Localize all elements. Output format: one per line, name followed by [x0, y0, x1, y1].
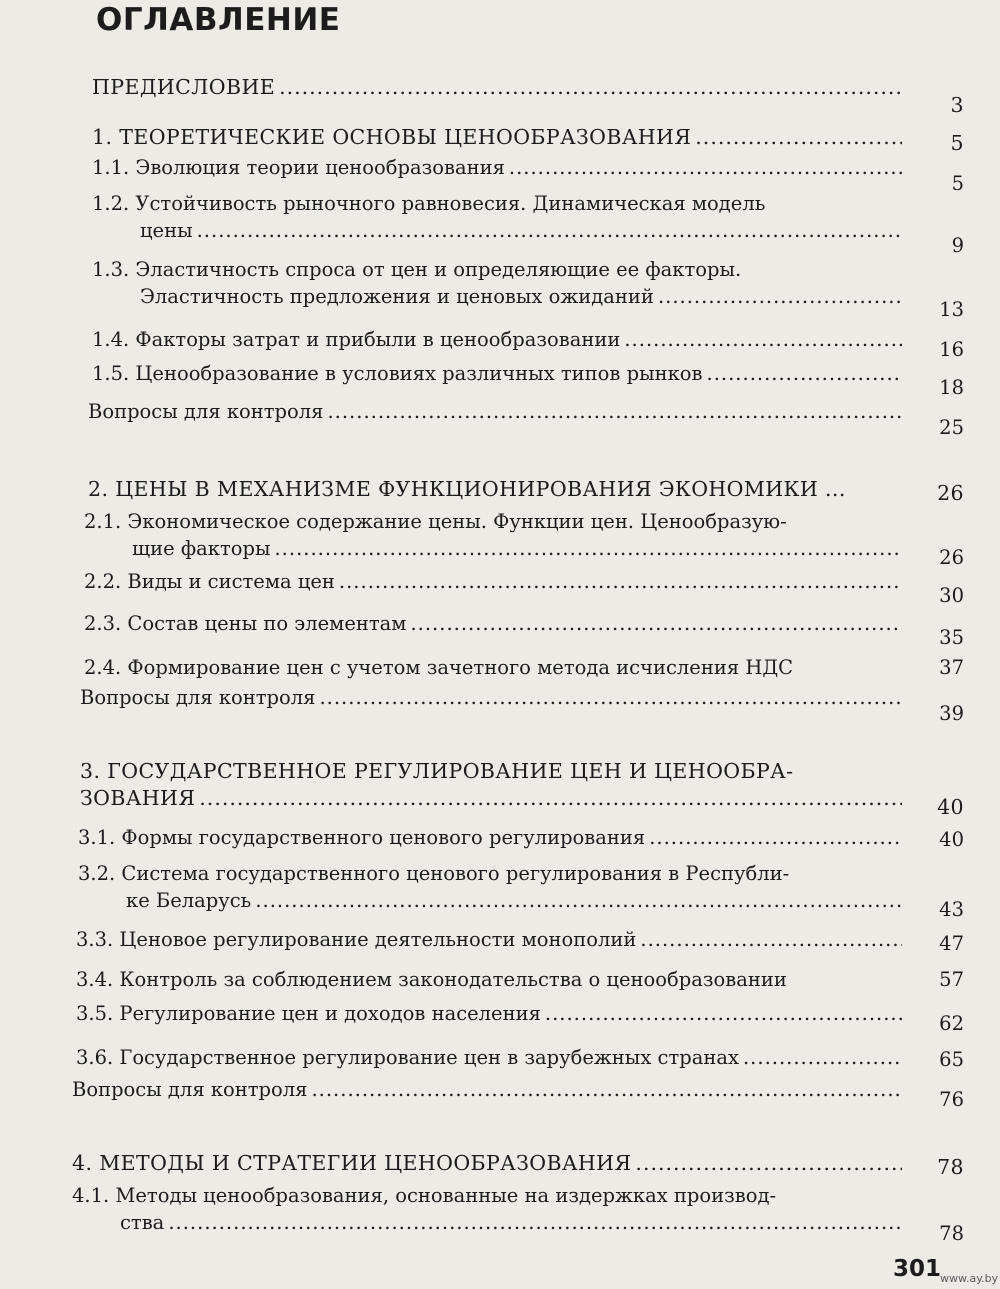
- entry-title: 3.2. Система государственного ценового регулирования в Республи-: [78, 862, 790, 885]
- entry-title: 1. ТЕОРЕТИЧЕСКИЕ ОСНОВЫ ЦЕНООБРАЗОВАНИЯ: [92, 125, 692, 149]
- entry-page: 18: [939, 376, 964, 399]
- entry-page: 47: [939, 932, 964, 955]
- entry-page: 43: [939, 898, 964, 921]
- toc-entry: [84, 568, 964, 607]
- leader-dots: [649, 824, 902, 851]
- page-number: 301: [893, 1256, 942, 1282]
- leader-dots: [199, 785, 902, 812]
- leader-dots: [319, 684, 902, 711]
- entry-page: 9: [951, 234, 964, 257]
- entry-page: 78: [937, 1155, 964, 1179]
- entry-page: 26: [937, 481, 964, 505]
- entry-title: 1.1. Эволюция теории ценообразования: [92, 156, 505, 179]
- entry-title: Вопросы для контроля: [80, 686, 316, 709]
- leader-dots: [509, 154, 902, 181]
- entry-title: 3.3. Ценовое регулирование деятельности монополий: [76, 928, 637, 951]
- entry-title: 1.3. Эластичность спроса от цен и определяющие ее факторы.: [92, 258, 742, 281]
- entry-page: 40: [937, 795, 964, 819]
- leader-dots: [707, 360, 903, 387]
- toc-entry: [92, 154, 964, 195]
- leader-dots: [635, 1150, 902, 1177]
- entry-title-cont: Эластичность предложения и ценовых ожиданий: [140, 285, 654, 308]
- toc-entry: [72, 1150, 964, 1177]
- entry-title: 2.3. Состав цены по элементам: [84, 612, 407, 635]
- toc-entry: [76, 966, 964, 993]
- leader-dots: [695, 124, 902, 151]
- leader-dots: [255, 887, 902, 914]
- entry-title: 1.5. Ценообразование в условиях различных типов рынков: [92, 362, 703, 385]
- entry-page: 40: [939, 828, 964, 851]
- toc-entry: [84, 610, 964, 649]
- entry-title: 2.2. Виды и система цен: [84, 570, 335, 593]
- toc-entry: [78, 860, 964, 921]
- entry-page: 62: [939, 1012, 964, 1035]
- leader-dots: [339, 568, 902, 595]
- toc-entry: [76, 1044, 964, 1071]
- entry-page: 30: [939, 584, 964, 607]
- toc-entry: [76, 926, 964, 953]
- toc-entry: [84, 508, 964, 569]
- entry-title: 2.1. Экономическое содержание цены. Функции цен. Ценообразую-: [84, 510, 787, 533]
- toc-entry: [88, 398, 964, 439]
- entry-title: 1.2. Устойчивость рыночного равновесия. Динамическая модель: [92, 192, 766, 215]
- toc-entry: [84, 654, 964, 681]
- leader-dots: [311, 1076, 902, 1103]
- leader-dots: [658, 283, 902, 310]
- entry-title: 3.1. Формы государственного ценового регулирования: [78, 826, 646, 849]
- leader-dots: [279, 74, 902, 101]
- leader-dots: [197, 217, 902, 244]
- entry-title: 2. ЦЕНЫ В МЕХАНИЗМЕ ФУНКЦИОНИРОВАНИЯ ЭКОНОМИКИ ...: [88, 477, 846, 501]
- entry-page: 25: [939, 416, 964, 439]
- toc-entry: [92, 326, 964, 361]
- entry-page: 26: [939, 546, 964, 569]
- entry-title-cont: ке Беларусь: [126, 889, 252, 912]
- toc-entry: [72, 1076, 964, 1111]
- toc-entry: [92, 74, 964, 117]
- entry-title: Вопросы для контроля: [72, 1078, 308, 1101]
- entry-page: 13: [939, 298, 964, 321]
- entry-title-cont: щие факторы: [132, 537, 271, 560]
- entry-title-cont: ЗОВАНИЯ: [80, 786, 196, 810]
- toc-entry: [80, 758, 964, 819]
- toc-entry: [80, 684, 964, 725]
- toc-entry: [78, 824, 964, 851]
- toc-entry: [92, 256, 964, 321]
- entry-title: 4. МЕТОДЫ И СТРАТЕГИИ ЦЕНООБРАЗОВАНИЯ: [72, 1151, 632, 1175]
- entry-title: 1.4. Факторы затрат и прибыли в ценообразовании: [92, 328, 621, 351]
- entry-page: 57: [939, 968, 964, 991]
- entry-title: 3. ГОСУДАРСТВЕННОЕ РЕГУЛИРОВАНИЕ ЦЕН И ЦЕНООБРА-: [80, 759, 794, 783]
- leader-dots: [168, 1209, 902, 1236]
- leader-dots: [743, 1044, 902, 1071]
- entry-title: 3.6. Государственное регулирование цен в зарубежных странах: [76, 1046, 739, 1069]
- toc-entry: [72, 1182, 964, 1245]
- leader-dots: [545, 1000, 902, 1027]
- entry-page: 78: [939, 1222, 964, 1245]
- toc-entry: [92, 360, 964, 399]
- entry-title: 3.5. Регулирование цен и доходов населения: [76, 1002, 541, 1025]
- leader-dots: [410, 610, 902, 637]
- leader-dots: [624, 326, 902, 353]
- entry-page: 39: [939, 702, 964, 725]
- entry-title-cont: ства: [120, 1211, 165, 1234]
- entry-page: 37: [939, 656, 964, 679]
- entry-page: 35: [939, 626, 964, 649]
- entry-title: Вопросы для контроля: [88, 400, 324, 423]
- entry-page: 16: [939, 338, 964, 361]
- entry-page: 3: [950, 93, 964, 117]
- leader-dots: [274, 535, 902, 562]
- entry-page: 76: [939, 1088, 964, 1111]
- toc-entry: [76, 1000, 964, 1035]
- entry-title: 4.1. Методы ценообразования, основанные на издержках производ-: [72, 1184, 777, 1207]
- entry-page: 5: [951, 172, 964, 195]
- page-title: ОГЛАВЛЕНИЕ: [96, 2, 341, 38]
- entry-page: 65: [939, 1048, 964, 1071]
- leader-dots: [640, 926, 902, 953]
- watermark: www.ay.by: [940, 1272, 999, 1285]
- entry-page: 5: [950, 131, 964, 155]
- entry-title: ПРЕДИСЛОВИЕ: [92, 75, 276, 99]
- toc-entry: [92, 190, 964, 257]
- leader-dots: [327, 398, 902, 425]
- entry-title-cont: цены: [140, 219, 193, 242]
- toc-entry: [88, 476, 964, 503]
- toc-entry: [92, 124, 964, 155]
- entry-title: 2.4. Формирование цен с учетом зачетного метода исчисления НДС: [84, 656, 794, 679]
- entry-title: 3.4. Контроль за соблюдением законодательства о ценообразовании: [76, 968, 787, 991]
